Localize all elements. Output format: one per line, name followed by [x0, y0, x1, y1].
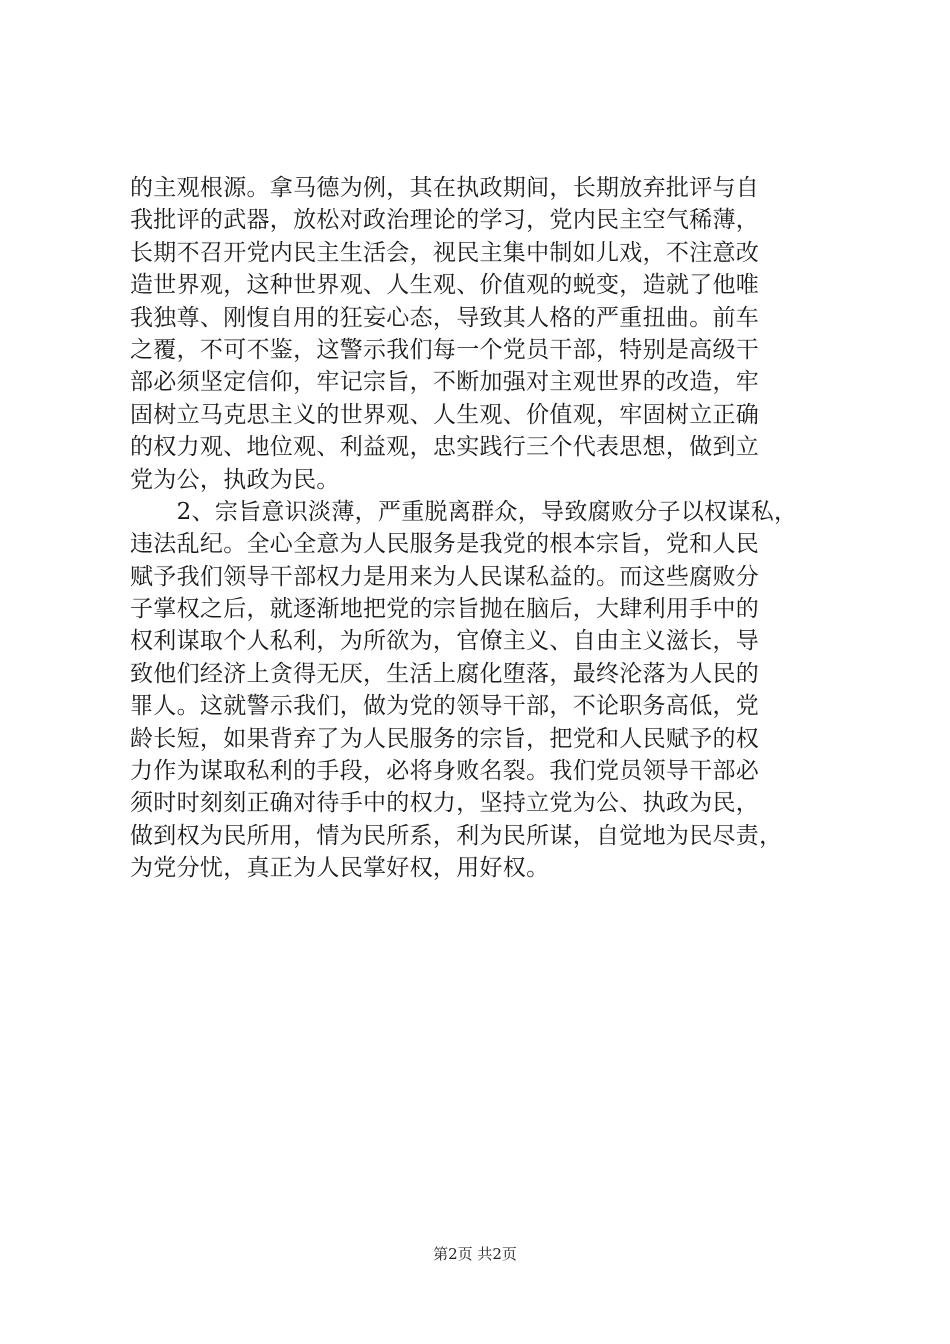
text-line: 赋予我们领导干部权力是用来为人民谋私益的。而这些腐败分 — [130, 563, 760, 590]
text-line: 权利谋取个人私利，为所欲为，官僚主义、自由主义滋长，导 — [130, 628, 760, 655]
text-line: 的权力观、地位观、利益观，忠实践行三个代表思想，做到立 — [130, 434, 760, 461]
text-line: 致他们经济上贪得无厌，生活上腐化堕落，最终沦落为人民的 — [130, 660, 760, 687]
text-line: 龄长短，如果背弃了为人民服务的宗旨，把党和人民赋予的权 — [130, 725, 760, 752]
text-line: 我独尊、刚愎自用的狂妄心态，导致其人格的严重扭曲。前车 — [130, 304, 760, 331]
text-line: 为党分忧，真正为人民掌好权，用好权。 — [130, 855, 550, 882]
text-line: 须时时刻刻正确对待手中的权力，坚持立党为公、执政为民， — [130, 790, 760, 817]
text-line: 罪人。这就警示我们，做为党的领导干部，不论职务高低，党 — [130, 693, 760, 720]
text-line: 党为公，执政为民。 — [130, 466, 340, 493]
text-line: 做到权为民所用，情为民所系，利为民所谋，自觉地为民尽责， — [130, 822, 783, 849]
text-line: 长期不召开党内民主生活会，视民主集中制如儿戏，不注意改 — [130, 239, 760, 266]
text-line: 子掌权之后，就逐渐地把党的宗旨抛在脑后，大肆利用手中的 — [130, 596, 760, 623]
text-line: 违法乱纪。全心全意为人民服务是我党的根本宗旨，党和人民 — [130, 531, 760, 558]
text-line: 的主观根源。拿马德为例，其在执政期间，长期放弃批评与自 — [130, 175, 760, 201]
text-line: 2、宗旨意识淡薄，严重脱离群众，导致腐败分子以权谋私， — [130, 498, 798, 525]
text-line: 之覆，不可不鉴，这警示我们每一个党员干部，特别是高级干 — [130, 336, 760, 363]
body-text — [130, 172, 830, 885]
text-line: 造世界观，这种世界观、人生观、价值观的蜕变，造就了他唯 — [130, 272, 760, 299]
text-line: 力作为谋取私利的手段，必将身败名裂。我们党员领导干部必 — [130, 758, 760, 785]
text-line: 部必须坚定信仰，牢记宗旨，不断加强对主观世界的改造，牢 — [130, 369, 760, 396]
text-line: 我批评的武器，放松对政治理论的学习，党内民主空气稀薄， — [130, 207, 760, 234]
page-number-footer: 第2页 共2页 — [433, 1245, 517, 1263]
text-line: 固树立马克思主义的世界观、人生观、价值观，牢固树立正确 — [130, 401, 760, 428]
